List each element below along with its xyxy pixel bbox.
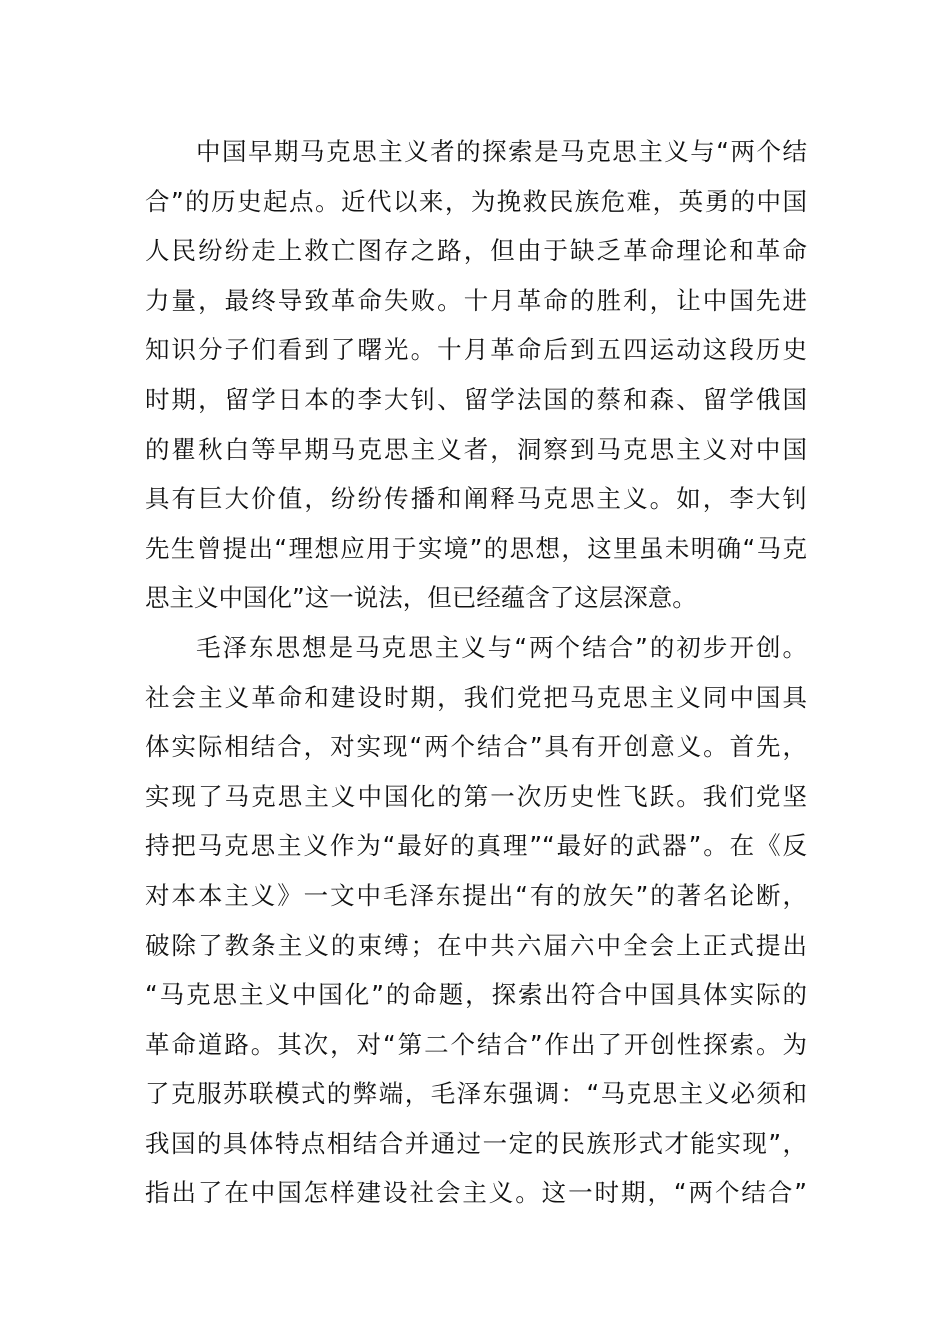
text-line: 我国的具体特点相结合并通过一定的民族形式才能实现”， — [145, 1128, 807, 1158]
text-line: 社会主义革命和建设时期，我们党把马克思主义同中国具 — [145, 682, 807, 712]
text-line: 中国早期马克思主义者的探索是马克思主义与“两个结 — [196, 137, 807, 166]
text-line: 思主义中国化”这一说法，但已经蕴含了这层深意。 — [145, 583, 697, 613]
text-line: 破除了教条主义的束缚；在中共六届六中全会上正式提出 — [145, 930, 807, 960]
text-line: 实现了马克思主义中国化的第一次历史性飞跃。我们党坚 — [145, 781, 807, 811]
text-line: 指出了在中国怎样建设社会主义。这一时期，“两个结合” — [145, 1178, 807, 1208]
text-line: 的瞿秋白等早期马克思主义者，洞察到马克思主义对中国 — [145, 434, 807, 464]
text-line: 先生曾提出“理想应用于实境”的思想，这里虽未明确“马克 — [145, 533, 807, 563]
text-line: 了克服苏联模式的弊端，毛泽东强调：“马克思主义必须和 — [145, 1079, 807, 1109]
text-line: 革命道路。其次，对“第二个结合”作出了开创性探索。为 — [145, 1029, 807, 1059]
text-line: 毛泽东思想是马克思主义与“两个结合”的初步开创。 — [196, 632, 807, 662]
text-line: 知识分子们看到了曙光。十月革命后到五四运动这段历史 — [145, 335, 807, 365]
text-line: 人民纷纷走上救亡图存之路，但由于缺乏革命理论和革命 — [145, 236, 807, 266]
paragraph-2 — [145, 623, 807, 1218]
text-line: “马克思主义中国化”的命题，探索出符合中国具体实际的 — [145, 980, 807, 1010]
text-line: 合”的历史起点。近代以来，为挽救民族危难，英勇的中国 — [145, 186, 807, 216]
text-line: 具有巨大价值，纷纷传播和阐释马克思主义。如，李大钊 — [145, 484, 807, 514]
text-line: 力量，最终导致革命失败。十月革命的胜利，让中国先进 — [145, 285, 807, 315]
text-line: 对本本主义》一文中毛泽东提出“有的放矢”的著名论断， — [145, 880, 807, 910]
paragraph-1 — [145, 127, 807, 623]
text-line: 持把马克思主义作为“最好的真理”“最好的武器”。在《反 — [145, 831, 807, 861]
document-body — [145, 127, 807, 1218]
text-line: 体实际相结合，对实现“两个结合”具有开创意义。首先， — [145, 732, 807, 762]
text-line: 时期，留学日本的李大钊、留学法国的蔡和森、留学俄国 — [145, 384, 807, 414]
